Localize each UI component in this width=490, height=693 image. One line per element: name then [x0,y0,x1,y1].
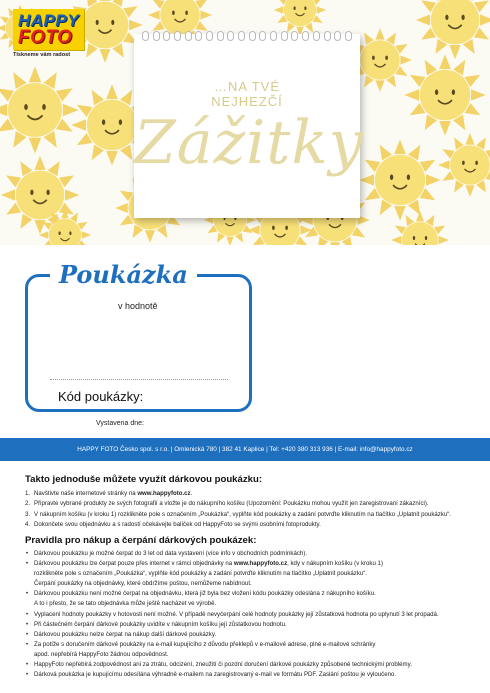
notepad-card [134,34,364,218]
rule-link: www.happyfoto.cz [233,560,288,568]
logo-word-foto: FOTO [18,27,73,48]
voucher-value-label: v hodnotě [118,301,158,311]
ring [195,31,202,41]
voucher-value-line [50,379,228,380]
ring [238,31,245,41]
step-number: 3. [25,510,31,518]
ring [227,31,234,41]
ring [259,31,266,41]
hero-line-1: …NA TVÉ [213,79,280,94]
ring [302,31,309,41]
rule-continuation [25,650,475,660]
rule-text: Vyplacení hodnoty poukázky v hotovosti není možné. V případě nevyčerpání celé hodnoty poukázky její zůstatková hodnota po uplynutí 3 let propadá. [34,610,439,618]
contact-bar [0,438,490,461]
rule-text: apod. nepřebírá HappyFoto žádnou odpovědnost. [34,650,169,658]
rule-text: Za potíže s doručením dárkové poukázky na e-mail kupujícího z důvodu překlepů v e-mailové adrese, plné e-mailové schránky [34,640,376,648]
ring [270,31,277,41]
ring [291,31,298,41]
rule-item [25,620,475,630]
ring [281,31,288,41]
ring [334,31,341,41]
notepad-rings [134,31,360,45]
logo-tagline: Tiskneme vám radost [13,52,71,58]
rule-text: Dárkovou poukázku není možné čerpat na objednávku, která již byla bez vložení kódu poukázky odeslána z nákupního košíku. [34,590,376,598]
ring [345,31,352,41]
rule-item [25,549,475,559]
rule-item [25,630,475,640]
how-to-title: Takto jednoduše můžete využít dárkovou poukázku: [25,474,263,485]
ring [249,31,256,41]
how-to-step [25,510,475,520]
step-text: V nákupním košíku (v kroku 1) rozklikněte pole s označením „Poukázka“, vyplňte kód poukázky a zadání potvrďte kliknutím na tlačítko „Uplatnit poukázku“. [34,510,451,518]
rule-item [25,610,475,620]
rule-text: rozklikněte pole s označením „Poukázka“, vyplňte kód poukázky a zadání potvrďte kliknutím na tlačítko „Uplatnit poukázku“. [34,570,367,578]
voucher-issued-label: Vystavena dne: [96,420,144,427]
step-link: www.happyfoto.cz [137,490,191,497]
happyfoto-logo [13,9,91,58]
rule-item [25,670,475,680]
sun-icon [404,54,485,135]
rule-item [25,660,475,670]
rule-text: HappyFoto nepřebírá zodpovědnost ani za ztrátu, odcizení, zneužití či pozdní doručení dárkové poukázky způsobené technickými problémy. [34,661,412,669]
step-number: 1. [25,490,31,497]
rule-continuation [25,579,475,589]
ring [174,31,181,41]
ring [153,31,160,41]
ring [185,31,192,41]
ring [217,31,224,41]
how-to-list [25,489,475,531]
rule-item [25,589,475,599]
ring [206,31,213,41]
contact-info: HAPPY FOTO Česko spol. s r.o. | Omlenická 780 | 382 41 Kaplice | Tel: +420 380 313 936 | E-mail: info@happyfoto.cz [77,446,413,453]
how-to-step [25,499,475,509]
how-to-step [25,489,475,499]
step-number: 4. [25,521,31,529]
ring [163,31,170,41]
how-to-step [25,520,475,530]
rule-item [25,640,475,650]
sun-icon [359,139,440,220]
rule-text: A to i přesto, že se tato objednávka může ještě nacházet ve výrobě. [34,600,217,608]
rule-text: Dárkovou poukázku lze čerpat pouze přes internet v rámci objednávky na [34,560,234,568]
rule-item [25,559,475,569]
step-text: Dokončete svou objednávku a s radostí očekávejte balíček od HappyFoto se svými osobními fotoprodukty. [34,521,321,529]
ring [142,31,149,41]
sun-icon [0,67,79,154]
voucher-code-label: Kód poukázky: [58,389,144,404]
rule-continuation [25,599,475,609]
sun-icon [416,0,490,59]
rule-text: Dárkovou poukázku nelze čerpat na nákup další dárkové poukázky. [34,630,217,638]
rule-text: Při částečném čerpání dárkové poukázky uvidíte v nákupním košíku její zůstatkovou hodnotu. [34,620,287,628]
rule-continuation [25,569,475,579]
rules-list [25,549,475,680]
rule-text: Čerpání poukázky na objednávky, které obdržíme poštou, nemůžeme nabídnout. [34,580,252,588]
hero-banner [0,0,490,245]
hero-headline: Zážitky [134,108,364,178]
step-number: 2. [25,500,31,508]
rules-title: Pravidla pro nákup a čerpání dárkových poukázek: [25,535,257,546]
logo-word-happy: HAPPY [18,11,80,30]
step-text: Navštivte naše internetové stránky na [34,490,138,497]
voucher-title: Poukázka [50,260,197,289]
rule-text: Dárkovou poukázku je možné čerpat do 3 let od data vystavení (více info v obchodních podmínkách). [34,550,308,557]
hero-line-2: NEJHEZČÍ [211,94,283,109]
step-text: Připravte vybrané produkty ze svých fotografií a vložte je do nákupního košíku (Upozornění: Poukázku mohou využít jen zaregistrovaní zákazníci). [34,500,429,508]
rule-text-end: , kdy v nákupním košíku (v kroku 1) [287,560,383,568]
ring [324,31,331,41]
sun-icon [438,133,490,197]
step-text-end: . [190,490,193,497]
ring [313,31,320,41]
rule-text: Dárková poukázka je kupujícímu odesílána výhradně e-mailem na zaregistrovaný e-mail ve formátu PDF. Zaslání poštou je vyloučeno. [34,671,397,679]
